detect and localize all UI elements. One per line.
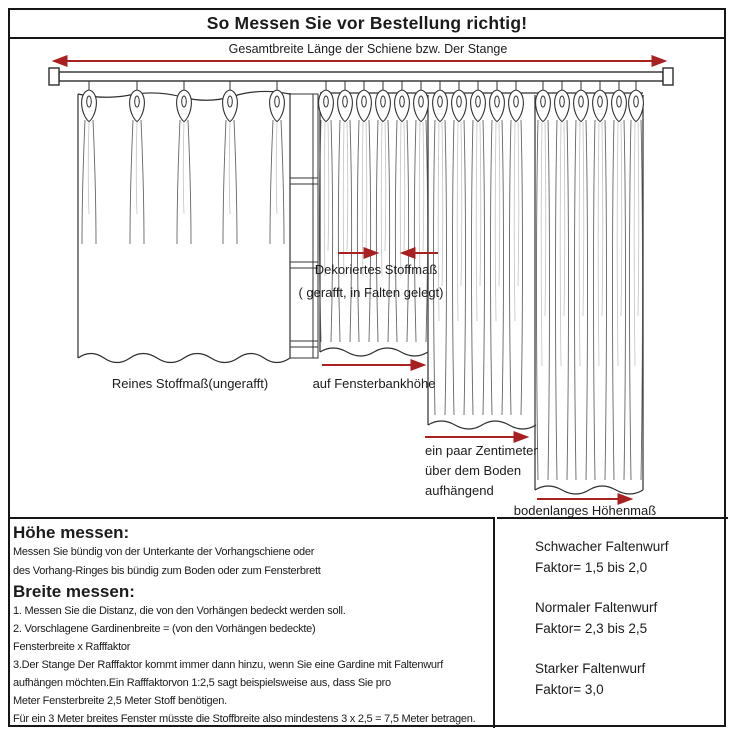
label-gerafft: ( gerafft, in Falten gelegt) [298,285,444,300]
instructions-panel [8,517,495,728]
factor-normal [535,597,728,639]
factor-strong-value: Faktor= 3,0 [535,682,604,697]
factor-weak-value: Faktor= 1,5 bis 2,0 [535,560,648,575]
height-line-1: Messen Sie bündig von der Unterkante der Vorhangschiene oder [13,546,315,558]
width-heading: Breite messen: [13,582,135,601]
width-line-5: aufhängen möchten.Ein Rafffaktorvon 1:2,5 sagt beispielsweise aus, dass Sie pro [13,677,391,689]
measurement-diagram [8,36,728,518]
factor-normal-name: Normaler Faltenwurf [535,600,658,615]
label-aufhaengend: aufhängend [425,483,494,498]
sill-length-hem [320,348,428,356]
height-heading: Höhe messen: [13,523,130,542]
factor-strong [535,658,728,700]
window-frame [290,94,318,358]
width-line-4: 3.Der Stange Der Rafffaktor kommt immer dann hinzu, wenn Sie eine Gardine mit Faltenwurf [13,659,444,671]
title-bar [10,10,724,39]
width-line-1: 1. Messen Sie die Distanz, die von den Vorhängen bedeckt werden soll. [13,605,346,617]
height-line-2: des Vorhang-Ringes bis bündig zum Boden oder zum Fensterbrett [13,565,321,577]
floor-length-hem [535,486,643,494]
fold-factor-panel [497,517,728,728]
width-line-3: Fensterbreite x Rafffaktor [13,641,131,653]
page-title: So Messen Sie vor Bestellung richtig! [206,13,528,33]
curtain-rod [49,68,673,85]
left-curtain-ungathered [78,81,290,363]
width-line-2: 2. Vorschlagene Gardinenbreite = (von den Vorhängen bedeckte) [13,623,316,635]
factor-normal-value: Faktor= 2,3 bis 2,5 [535,621,648,636]
label-bodenlanges-hoehenmass: bodenlanges Höhenmaß [513,503,657,518]
left-curtain-hem [78,354,290,363]
label-dekoriertes-stoffmass: Dekoriertes Stoffmaß [314,262,438,277]
width-line-7: Für ein 3 Meter breites Fenster müsste die Stoffbreite also mindestens 3 x 2,5 = 7,5 Meter betragen. [13,713,476,725]
width-line-6: Meter Fensterbreite 2,5 Meter Stoff benötigen. [13,695,227,707]
above-floor-hem [428,421,536,429]
factor-strong-name: Starker Faltenwurf [535,661,646,676]
label-ein-paar-zentimeter: ein paar Zentimeter [425,443,538,458]
label-reines-stoffmass: Reines Stoffmaß(ungerafft) [111,376,269,391]
label-fensterbankhoehe: auf Fensterbankhöhe [312,376,436,391]
label-gesamtbreite: Gesamtbreite Länge der Schiene bzw. Der Stange [228,42,508,56]
factor-weak-name: Schwacher Faltenwurf [535,539,669,554]
label-ueber-dem-boden: über dem Boden [425,463,522,478]
factor-weak [535,536,728,578]
